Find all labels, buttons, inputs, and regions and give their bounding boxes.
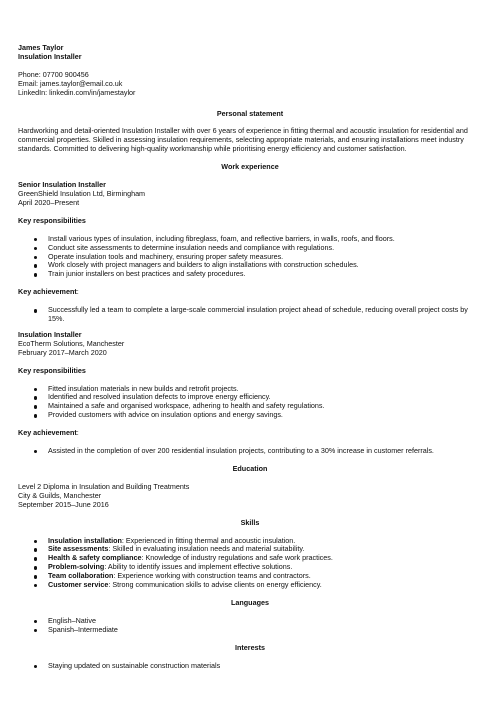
- education-dates: September 2015–June 2016: [18, 499, 109, 509]
- key-achievement-colon: :: [76, 287, 79, 297]
- skill-desc: : Ability to identify issues and implement effective solutions.: [104, 562, 293, 572]
- contact-linkedin: LinkedIn: linkedin.com/in/jamestaylor: [18, 87, 136, 97]
- interests-list: [18, 662, 482, 671]
- cv-header: [18, 44, 482, 98]
- section-heading-education: Education: [232, 464, 268, 473]
- achievements-list: [18, 447, 482, 456]
- list-item: Maintained a safe and organised workspace, adhering to health and safety regulations.: [18, 402, 482, 411]
- skill-name: Health & safety compliance: [48, 553, 142, 563]
- contact-email: Email: james.taylor@email.co.uk: [18, 78, 123, 88]
- contact-phone: Phone: 07700 900456: [18, 69, 89, 79]
- key-achievement-heading: [18, 288, 482, 297]
- skill-desc: : Knowledge of industry regulations and safe work practices.: [141, 553, 333, 563]
- achievements-list: [18, 306, 482, 324]
- list-item: Work closely with project managers and builders to align installations with construction schedules.: [18, 261, 482, 270]
- job-dates: April 2020–Present: [18, 197, 80, 207]
- personal-statement-text: Hardworking and detail-oriented Insulation Installer with over 6 years of experience in fitting thermal and acoustic insulation for residential and commercial properties. Skilled in assessing insulation requirements, selecting appropriate materials, and ensuring installations meet industry standards. Committed to delivering high-quality workmanship while prioritising energy efficiency and customer satisfaction.: [18, 126, 468, 154]
- section-heading-languages: Languages: [231, 597, 269, 607]
- skill-name: Problem-solving: [48, 562, 105, 572]
- job-dates: February 2017–March 2020: [18, 347, 107, 357]
- candidate-name: James Taylor: [18, 43, 64, 52]
- list-item: Staying updated on sustainable construction materials: [18, 662, 482, 671]
- job-role: Senior Insulation Installer: [18, 180, 106, 190]
- skill-name: Insulation installation: [48, 535, 122, 545]
- key-achievement-colon: :: [76, 428, 79, 438]
- skills-list: [18, 537, 482, 590]
- list-item: Fitted insulation materials in new builds and retrofit projects.: [18, 385, 482, 394]
- education-institution: City & Guilds, Manchester: [18, 490, 102, 500]
- candidate-title: Insulation Installer: [18, 51, 82, 61]
- job-role: Insulation Installer: [18, 329, 82, 339]
- list-item: Operate insulation tools and machinery, ensuring proper safety measures.: [18, 253, 482, 262]
- list-item: English–Native: [18, 617, 482, 626]
- list-item: Spanish–Intermediate: [18, 626, 482, 635]
- list-item: [18, 581, 482, 590]
- key-achievement-heading: [18, 429, 482, 438]
- section-heading-personal-statement: Personal statement: [216, 108, 284, 118]
- key-responsibilities-heading: Key responsibilities: [18, 365, 86, 375]
- skill-desc: : Experience working with construction teams and contractors.: [113, 571, 311, 581]
- list-item: Identified and resolved insulation defects to improve energy efficiency.: [18, 393, 482, 402]
- list-item: Assisted in the completion of over 200 residential insulation projects, contributing to a 30% increase in customer referrals.: [18, 447, 482, 456]
- education-qualification: Level 2 Diploma in Insulation and Building Treatments: [18, 481, 190, 491]
- skill-desc: : Skilled in evaluating insulation needs and material suitability.: [108, 544, 305, 554]
- skill-name: Customer service: [48, 580, 109, 590]
- responsibilities-list: [18, 385, 482, 421]
- job-entry: [18, 331, 482, 456]
- skill-name: Site assessments: [48, 544, 109, 554]
- job-company: GreenShield Insulation Ltd, Birmingham: [18, 188, 146, 198]
- list-item: Conduct site assessments to determine insulation needs and compliance with regulations.: [18, 244, 482, 253]
- job-company: EcoTherm Solutions, Manchester: [18, 338, 125, 348]
- section-heading-skills: Skills: [240, 517, 260, 527]
- key-achievement-label: Key achievement: [18, 428, 77, 438]
- key-responsibilities-heading: Key responsibilities: [18, 215, 86, 225]
- section-heading-work-experience: Work experience: [221, 162, 279, 172]
- section-heading-interests: Interests: [235, 642, 265, 652]
- skill-desc: : Experienced in fitting thermal and acoustic insulation.: [121, 535, 296, 545]
- list-item: Train junior installers on best practices and safety procedures.: [18, 270, 482, 279]
- list-item: Install various types of insulation, including fibreglass, foam, and reflective barriers, in walls, roofs, and floors.: [18, 235, 482, 244]
- languages-list: [18, 617, 482, 635]
- list-item: Provided customers with advice on insulation options and energy savings.: [18, 411, 482, 420]
- responsibilities-list: [18, 235, 482, 280]
- list-item: Successfully led a team to complete a large-scale commercial insulation project ahead of schedule, reducing overall project costs by 15%.: [18, 306, 482, 324]
- key-achievement-label: Key achievement: [18, 287, 77, 297]
- skill-desc: : Strong communication skills to advise clients on energy efficiency.: [108, 580, 322, 590]
- skill-name: Team collaboration: [48, 571, 114, 581]
- job-entry: [18, 181, 482, 324]
